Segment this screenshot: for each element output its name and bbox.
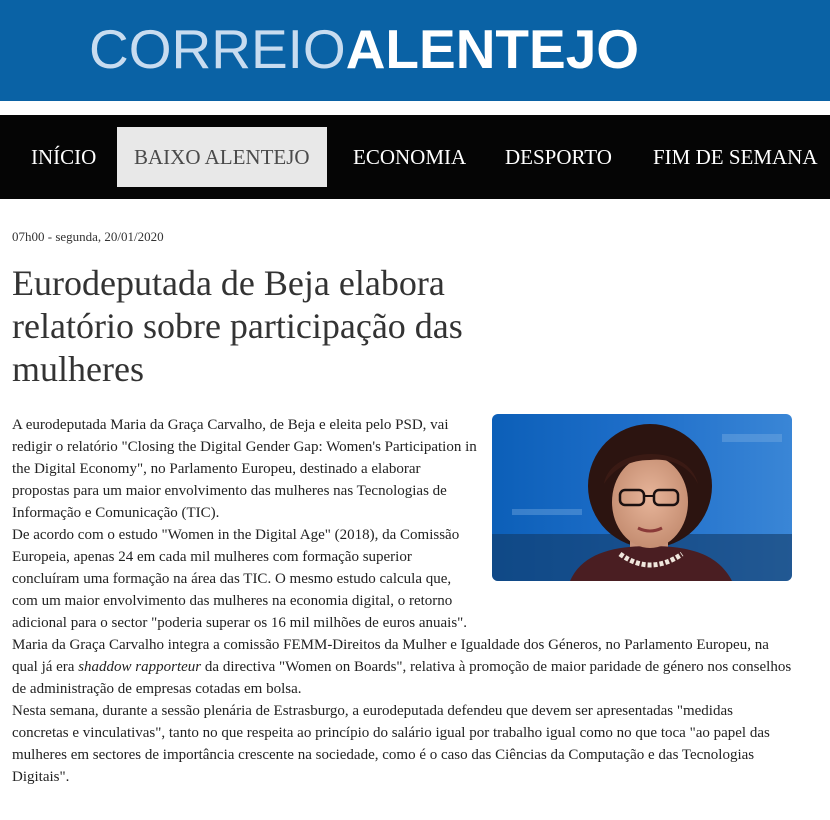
article-paragraph (12, 634, 792, 700)
article-paragraph: Nesta semana, durante a sessão plenária de Estrasburgo, a eurodeputada defendeu que devem ser apresentadas "medidas concretas e vinculativas", tanto no que respeita ao princípio do salário igual por trabalho igual como no que toca "ao papel das mulheres em sectores de importância crescente na sociedade, como é o caso das Ciências da Computação e das Tecnologias Digitais". (12, 703, 770, 785)
site-logo[interactable] (89, 14, 639, 84)
article-paragraph: A eurodeputada Maria da Graça Carvalho, de Beja e eleita pelo PSD, vai redigir o relatório "Closing the Digital Gender Gap: Women's Participation in the Digital Economy", no Parlamento Europeu, destinado a elaborar propostas para um maior envolvimento das mulheres nas Tecnologias de Informação e Comunicação (TIC). (12, 417, 477, 521)
logo-light-text: CORREIO (89, 18, 346, 80)
nav-item-economia[interactable]: ECONOMIA (353, 145, 467, 169)
paragraph-text: da directiva "Women on Boards", relativa à promoção de maior paridade de género nos conselhos de administração de empresas cotadas em bolsa. (12, 659, 792, 697)
main-nav (0, 115, 830, 199)
italic-term: shaddow rapporteur (78, 659, 202, 675)
photo-spacer (480, 414, 792, 592)
nav-item-inicio[interactable]: INÍCIO (31, 145, 97, 169)
logo-bold-text: ALENTEJO (345, 18, 640, 80)
nav-item-fim-de-semana[interactable]: FIM DE SEMANA (653, 145, 818, 169)
paragraph-text: Maria da Graça Carvalho integra a comissão FEMM-Direitos da Mulher e Igualdade dos Géneros, no Parlamento Europeu, na qual já era (12, 637, 769, 675)
article-paragraph: De acordo com o estudo "Women in the Digital Age" (2018), da Comissão Europeia, apenas 24 em cada mil mulheres com formação superior concluíram uma formação na área das TIC. O mesmo estudo calcula que, com um maior envolvimento das mulheres na economia digital, o retorno adicional para o sector "poderia superar os 16 mil milhões de euros anuais". (12, 527, 468, 631)
nav-item-desporto[interactable]: DESPORTO (505, 145, 612, 169)
article-title: Eurodeputada de Beja elabora relatório sobre participação das mulheres (12, 263, 463, 389)
nav-item-baixo-alentejo[interactable]: BAIXO ALENTEJO (117, 127, 327, 187)
site-header (0, 0, 830, 101)
article-timestamp: 07h00 - segunda, 20/01/2020 (12, 229, 164, 244)
article-body (12, 414, 792, 788)
